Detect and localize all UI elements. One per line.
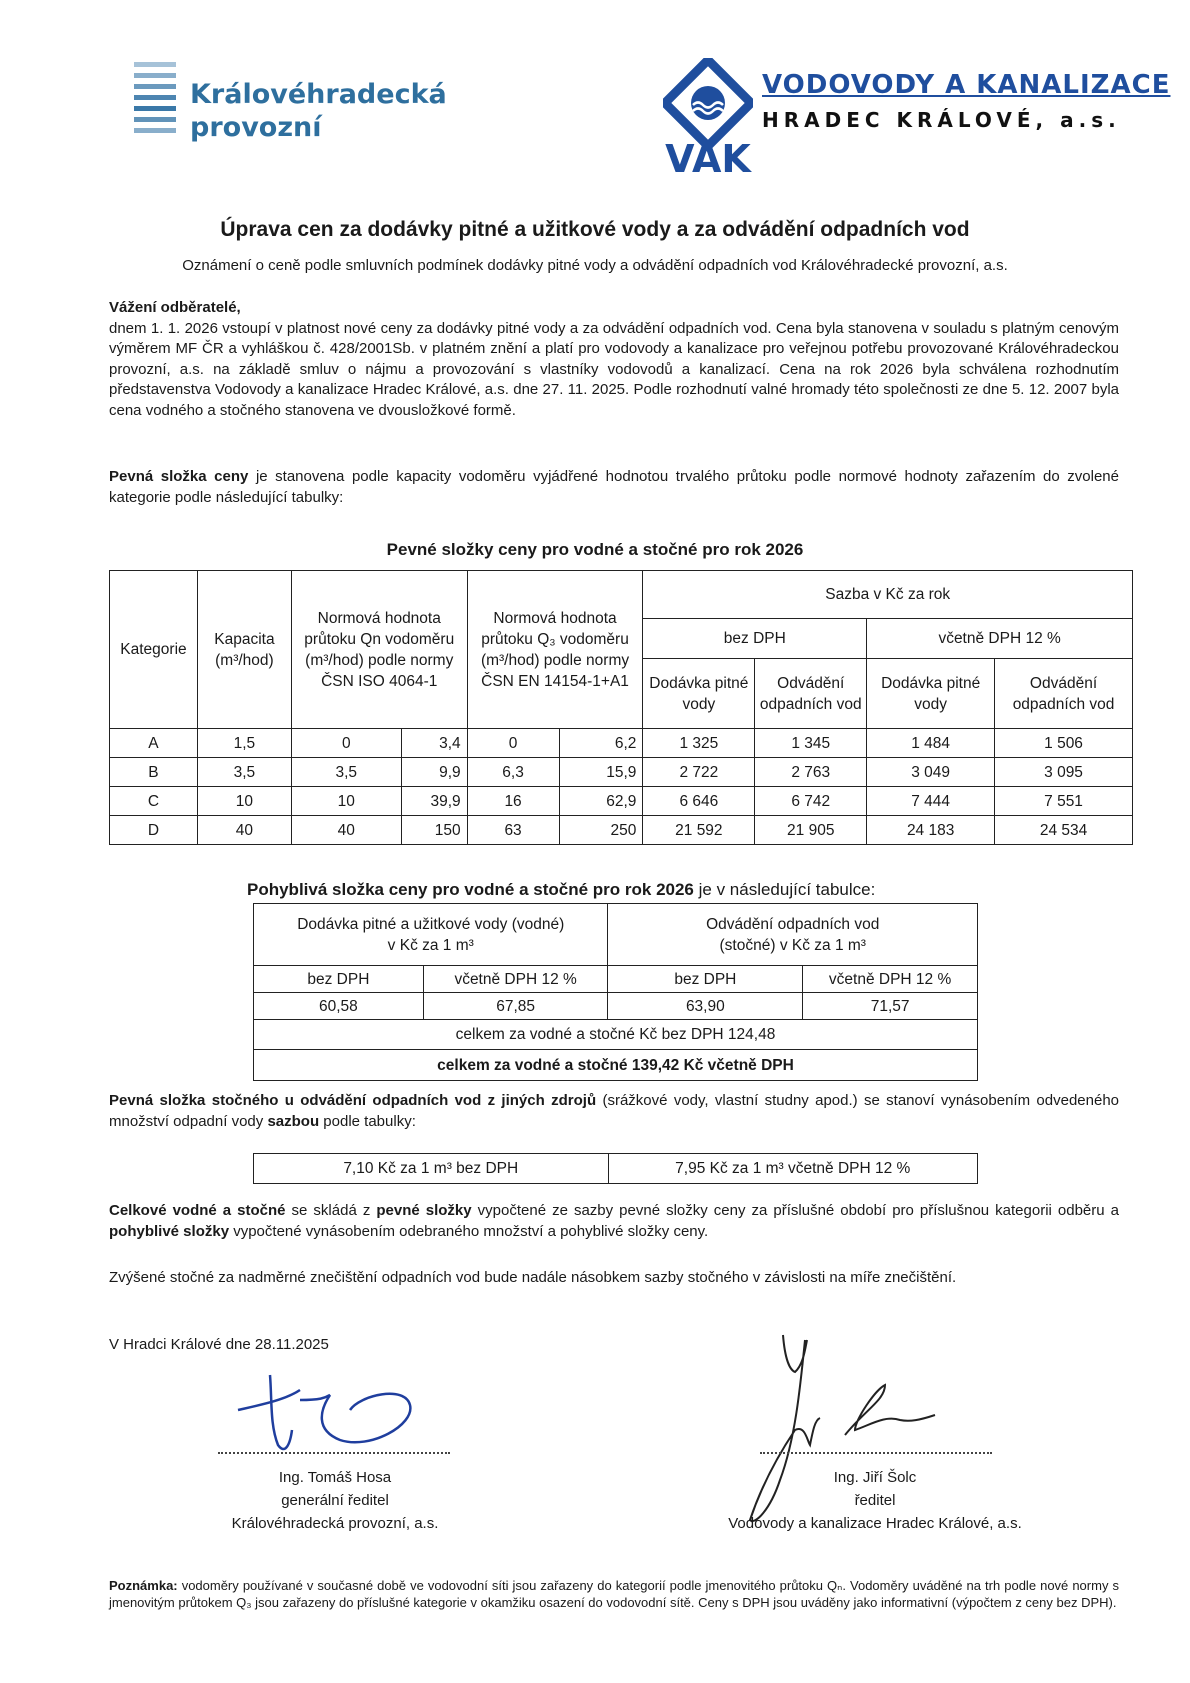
- cell: 3,5: [291, 758, 401, 787]
- variable-title-rest: je v následující tabulce:: [693, 880, 876, 899]
- total-paragraph: [109, 1201, 1119, 1242]
- cell: 150: [401, 816, 467, 845]
- header-sewer-line1: Odvádění odpadních vod: [706, 915, 880, 933]
- sewer-fixed-text1: (srážkové vody, vlastní studny apod.) se stanoví vynásobením odvedeného množství odpadní vody: [109, 1092, 1120, 1130]
- sewer-fixed-bold2: sazbou: [267, 1112, 320, 1130]
- cell: 3,5: [197, 758, 291, 787]
- cell: 21 592: [643, 816, 755, 845]
- cell: B: [110, 758, 198, 787]
- signer-left-name: Ing. Tomáš Hosa: [278, 1469, 392, 1486]
- header-with-vat: včetně DPH 12 %: [803, 966, 978, 993]
- cell: 63: [467, 816, 559, 845]
- header-water-line2: v Kč za 1 m³: [387, 936, 474, 954]
- intro-paragraph: [109, 298, 1119, 421]
- khp-logo-text: [190, 78, 447, 144]
- cell: 24 534: [995, 816, 1133, 845]
- signer-right-org: Vodovody a kanalizace Hradec Králové, a.s.: [728, 1515, 1022, 1532]
- document-subtitle: Oznámení o ceně podle smluvních podmínek dodávky pitné vody a odvádění odpadních vod Královéhradecké provozní, a.s.: [182, 257, 1008, 274]
- cell: 1,5: [197, 729, 291, 758]
- header-sewer-line2: (stočné) v Kč za 1 m³: [719, 936, 866, 954]
- sewer-vat-value: 71,57: [803, 993, 978, 1020]
- greeting: Vážení odběratelé,: [109, 299, 241, 316]
- variable-table-title: [247, 880, 875, 900]
- cell: 24 183: [867, 816, 995, 845]
- signer-left-org: Královéhradecká provozní, a.s.: [231, 1515, 439, 1532]
- total-bold2: pevné složky: [376, 1202, 472, 1219]
- total-text2: vypočtené ze sazby pevné složky ceny za příslušné období pro příslušnou kategorii odběru a: [471, 1202, 1119, 1219]
- cell: 2 763: [755, 758, 867, 787]
- header-qn: Normová hodnota průtoku Qn vodoměru (m³/hod) podle normy ČSN ISO 4064-1: [291, 571, 467, 729]
- cell: 1 484: [867, 729, 995, 758]
- water-no-vat-value: 60,58: [254, 993, 424, 1020]
- signature-line-right: [760, 1452, 992, 1454]
- cell: 9,9: [401, 758, 467, 787]
- fixed-part-bold: Pevná složka ceny: [109, 468, 249, 485]
- header-water: [254, 904, 608, 966]
- document-title: Úprava cen za dodávky pitné a užitkové vody a za odvádění odpadních vod: [220, 218, 970, 241]
- table-row: [110, 729, 1133, 758]
- vak-logo-line2: HRADEC KRÁLOVÉ, a.s.: [762, 108, 1121, 132]
- sewer-rate-table: [253, 1153, 978, 1184]
- khp-logo-line2: provozní: [190, 112, 322, 143]
- cell: D: [110, 816, 198, 845]
- sewer-fixed-text2: podle tabulky:: [319, 1112, 416, 1130]
- cell: 250: [559, 816, 643, 845]
- header-supply: Dodávka pitné vody: [867, 659, 995, 729]
- cell: 7 551: [995, 787, 1133, 816]
- cell: 15,9: [559, 758, 643, 787]
- footnote: [109, 1577, 1119, 1611]
- signer-left-role: generální ředitel: [281, 1492, 389, 1509]
- signer-left-block: [180, 1466, 490, 1535]
- header-q3: Normová hodnota průtoku Q₃ vodoměru (m³/hod) podle normy ČSN EN 14154-1+A1: [467, 571, 643, 729]
- header-no-vat: bez DPH: [254, 966, 424, 993]
- header-rate: Sazba v Kč za rok: [643, 571, 1133, 619]
- table-row: [110, 758, 1133, 787]
- cell: 40: [197, 816, 291, 845]
- pollution-paragraph: Zvýšené stočné za nadměrné znečištění odpadních vod bude nadále násobkem sazby stočného v závislosti na míře znečištění.: [109, 1269, 957, 1286]
- cell: 1 325: [643, 729, 755, 758]
- cell: 3,4: [401, 729, 467, 758]
- sewer-fixed-bold: Pevná složka stočného u odvádění odpadních vod z jiných zdrojů: [109, 1092, 597, 1109]
- header-with-vat: včetně DPH 12 %: [867, 619, 1133, 659]
- cell: 6,3: [467, 758, 559, 787]
- total-text1: se skládá z: [285, 1202, 377, 1219]
- khp-logo-line1: Královéhradecká: [190, 79, 447, 110]
- header-drain: Odvádění odpadních vod: [755, 659, 867, 729]
- fixed-part-text: je stanovena podle kapacity vodoměru vyjádřené hodnotou trvalého průtoku podle normové hodnoty zařazením do zvolené kategorie podle následující tabulky:: [109, 468, 1119, 506]
- vak-logo-mark: VAK: [665, 137, 751, 176]
- vak-logo-line1: VODOVODY A KANALIZACE: [762, 70, 1171, 100]
- cell: 6 742: [755, 787, 867, 816]
- total-bold1: Celkové vodné a stočné: [109, 1202, 286, 1219]
- header-supply: Dodávka pitné vody: [643, 659, 755, 729]
- khp-logo-stripes: [134, 62, 176, 139]
- cell: C: [110, 787, 198, 816]
- signer-right-name: Ing. Jiří Šolc: [833, 1469, 917, 1486]
- cell: 16: [467, 787, 559, 816]
- cell: 3 049: [867, 758, 995, 787]
- header-no-vat: bez DPH: [608, 966, 803, 993]
- signature-line-left: [218, 1452, 450, 1454]
- cell: 7 444: [867, 787, 995, 816]
- cell: 10: [197, 787, 291, 816]
- header-drain: Odvádění odpadních vod: [995, 659, 1133, 729]
- total-with-vat: celkem za vodné a stočné 139,42 Kč včetně DPH: [254, 1050, 978, 1081]
- sewer-no-vat-value: 63,90: [608, 993, 803, 1020]
- variable-price-table: [253, 903, 978, 1081]
- table-row: [110, 787, 1133, 816]
- cell: 62,9: [559, 787, 643, 816]
- fixed-table-title: Pevné složky ceny pro vodné a stočné pro rok 2026: [386, 540, 804, 559]
- cell: 2 722: [643, 758, 755, 787]
- sewer-rate-with-vat: 7,95 Kč za 1 m³ včetně DPH 12 %: [608, 1154, 978, 1184]
- total-bold3: pohyblivé složky: [109, 1222, 230, 1240]
- sewer-fixed-paragraph: [109, 1091, 1119, 1132]
- cell: 10: [291, 787, 401, 816]
- header-capacity: Kapacita (m³/hod): [197, 571, 291, 729]
- fixed-price-table: [109, 570, 1133, 845]
- header-water-line1: Dodávka pitné a užitkové vody (vodné): [297, 915, 565, 933]
- fixed-part-paragraph: [109, 467, 1119, 508]
- vak-logo-emblem: [663, 58, 753, 176]
- cell: 6,2: [559, 729, 643, 758]
- water-vat-value: 67,85: [423, 993, 608, 1020]
- footnote-label: Poznámka:: [109, 1578, 178, 1593]
- header-no-vat: bez DPH: [643, 619, 867, 659]
- cell: 0: [291, 729, 401, 758]
- variable-title-bold: Pohyblivá složka ceny pro vodné a stočné pro rok 2026: [247, 880, 694, 899]
- cell: 0: [467, 729, 559, 758]
- cell: 39,9: [401, 787, 467, 816]
- header-with-vat: včetně DPH 12 %: [423, 966, 608, 993]
- cell: 3 095: [995, 758, 1133, 787]
- footnote-text: vodoměry používané v současné době ve vodovodní síti jsou zařazeny do kategorií podle jmenovitého průtoku Qₙ. Vodoměry uváděné na trh podle nové normy s jmenovitým průtokem Q₃ jsou zařazeny do příslušné kategorie v okamžiku osazení do vodovodní sítě. Ceny s DPH jsou uváděny jako informativní (výpočtem z ceny bez DPH).: [109, 1578, 1119, 1610]
- intro-text: dnem 1. 1. 2026 vstoupí v platnost nové ceny za dodávky pitné vody a za odvádění odpadních vod. Cena byla stanovena v souladu s platným cenovým výměrem MF ČR a vyhláškou č. 428/2001Sb. v platném znění a platí pro vodovody a kanalizace pro veřejnou potřebu provozované Královéhradeckou provozní, a.s. na základě smluv o nájmu a provozování s vlastníky vodovodů a kanalizací. Cena na rok 2026 byla schválena rozhodnutím představenstva Vodovody a kanalizace Hradec Králové, a.s. dne 27. 11. 2025. Podle rozhodnutí valné hromady této společnosti ze dne 5. 12. 2007 byla cena vodného a stočného stanovena ve dvousložkové formě.: [109, 319, 1119, 419]
- place-date: V Hradci Králové dne 28.11.2025: [109, 1336, 329, 1353]
- signer-right-block: [680, 1466, 1070, 1535]
- cell: 6 646: [643, 787, 755, 816]
- total-no-vat: celkem za vodné a stočné Kč bez DPH 124,48: [254, 1020, 978, 1050]
- header-sewer: [608, 904, 978, 966]
- signature-left: [230, 1370, 430, 1460]
- cell: 1 506: [995, 729, 1133, 758]
- sewer-rate-no-vat: 7,10 Kč za 1 m³ bez DPH: [254, 1154, 609, 1184]
- cell: 1 345: [755, 729, 867, 758]
- cell: 40: [291, 816, 401, 845]
- header-category: Kategorie: [110, 571, 198, 729]
- table-row: [110, 816, 1133, 845]
- cell: 21 905: [755, 816, 867, 845]
- total-text3: vypočtené vynásobením odebraného množství a pohyblivé složky ceny.: [229, 1222, 709, 1240]
- signer-right-role: ředitel: [854, 1492, 896, 1509]
- cell: A: [110, 729, 198, 758]
